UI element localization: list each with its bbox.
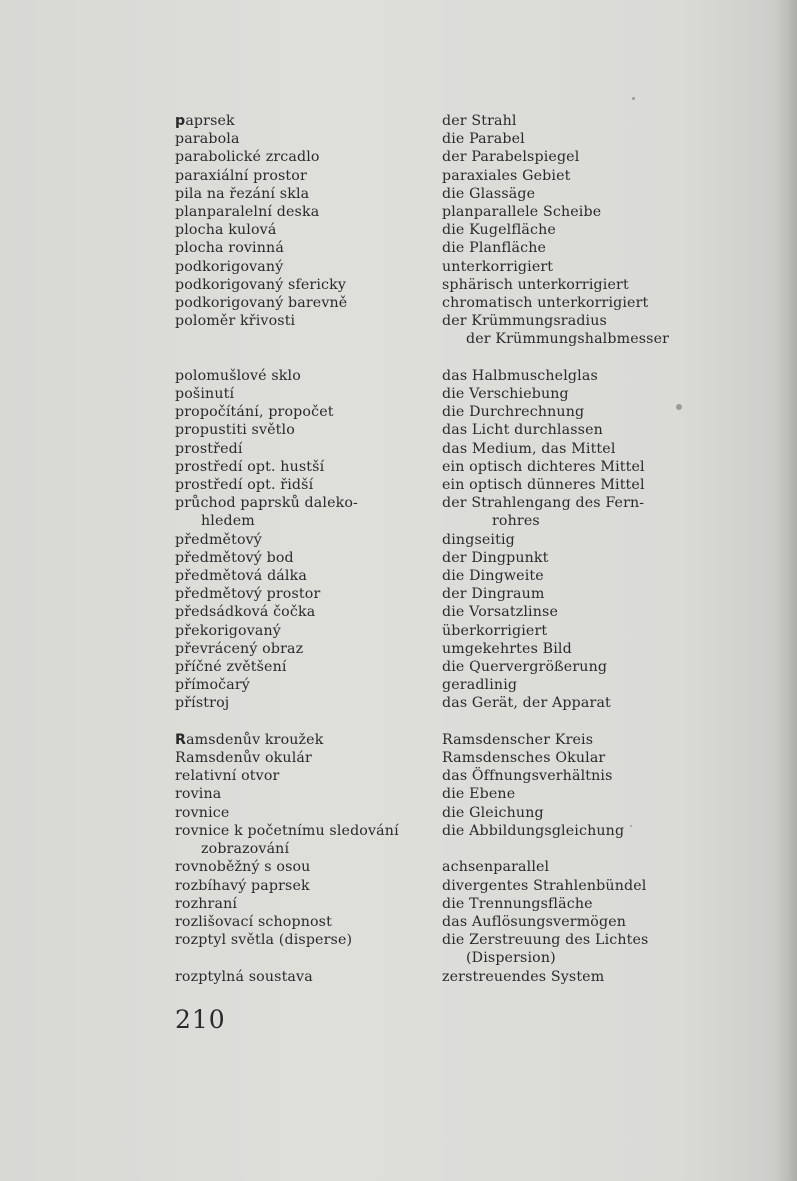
entry-row (175, 731, 715, 749)
entry-row-continuation (175, 840, 715, 858)
entry-row (175, 167, 715, 185)
entry-row (175, 476, 715, 494)
entry-row (175, 130, 715, 148)
entry-row (175, 148, 715, 166)
czech-term: prostředí opt. hustší (175, 458, 325, 475)
entry-row (175, 913, 715, 931)
german-term: sphärisch unterkorrigiert (442, 276, 629, 293)
entry-row (175, 567, 715, 585)
entry-row (175, 440, 715, 458)
entry-row (175, 367, 715, 385)
entry-row (175, 968, 715, 986)
czech-term: průchod paprsků daleko- (175, 495, 359, 512)
german-term: die Vorsatzlinse (442, 604, 558, 621)
entry-row (175, 603, 715, 621)
german-term: die Quervergrößerung (442, 659, 608, 676)
entry-row-continuation (175, 512, 715, 530)
entry-row (175, 258, 715, 276)
entry-row-continuation (175, 949, 715, 967)
czech-term: propočítání, propočet (175, 404, 334, 421)
entry-row (175, 749, 715, 767)
czech-term: plocha kulová (175, 222, 277, 239)
entry-row (175, 895, 715, 913)
german-term: (Dispersion) (466, 950, 556, 967)
entry-row (175, 239, 715, 257)
czech-term: předmětový bod (175, 549, 294, 566)
czech-term: poloměr křivosti (175, 313, 296, 330)
german-term: die Zerstreuung des Lichtes (442, 932, 649, 949)
german-term: die Trennungsfläche (442, 895, 593, 912)
german-term: die Planfläche (442, 240, 547, 257)
entry-row (175, 221, 715, 239)
czech-term: rozptyl světla (disperse) (175, 932, 353, 949)
german-term: planparallele Scheibe (442, 204, 602, 221)
german-term: ein optisch dichteres Mittel (442, 458, 645, 475)
german-term: die Dingweite (442, 568, 544, 585)
entry-row (175, 112, 715, 130)
czech-term (175, 330, 442, 348)
entry-row (175, 294, 715, 312)
entry-row (175, 785, 715, 803)
czech-term: překorigovaný (175, 622, 281, 639)
german-term: die Durchrechnung (442, 404, 585, 421)
czech-term: rovnice k početnímu sledování (175, 822, 399, 839)
czech-term: rozhraní (175, 895, 238, 912)
czech-term: hledem (201, 513, 255, 530)
german-term: ein optisch dünneres Mittel (442, 477, 645, 494)
entry-row (175, 494, 715, 512)
czech-term: pila na řezání skla (175, 185, 310, 202)
czech-term: rozbíhavý paprsek (175, 877, 310, 894)
german-term: umgekehrtes Bild (442, 640, 572, 657)
czech-term: příčné zvětšení (175, 659, 287, 676)
spacer (175, 713, 715, 731)
entry-row (175, 622, 715, 640)
german-term: unterkorrigiert (442, 258, 554, 275)
czech-term: rozlišovací schopnost (175, 913, 332, 930)
czech-term: parabolické zrcadlo (175, 149, 320, 166)
german-term: der Parabelspiegel (442, 149, 580, 166)
czech-term: převrácený obraz (175, 640, 304, 657)
entry-row (175, 694, 715, 712)
czech-term: předmětový prostor (175, 586, 321, 603)
czech-term: podkorigovaný sfericky (175, 276, 347, 293)
czech-term (175, 112, 442, 130)
czech-term: relativní otvor (175, 768, 280, 785)
czech-term: podkorigovaný (175, 258, 284, 275)
german-term: zerstreuendes System (442, 968, 605, 985)
german-term: die Verschiebung (442, 386, 569, 403)
czech-term: parabola (175, 131, 240, 148)
german-term: die Gleichung (442, 804, 544, 821)
german-term: divergentes Strahlenbündel (442, 877, 647, 894)
entry-row (175, 276, 715, 294)
czech-term: prostředí (175, 440, 243, 457)
german-term: das Auflösungsvermögen (442, 913, 627, 930)
czech-term-rest: aprsek (185, 113, 235, 129)
czech-term: prostředí opt. řidší (175, 477, 314, 494)
entry-row (175, 931, 715, 949)
german-term: die Abbildungsgleichung (442, 822, 625, 839)
entry-row (175, 185, 715, 203)
entry-row (175, 549, 715, 567)
section-initial: R (175, 731, 187, 748)
entry-row (175, 403, 715, 421)
entry-row (175, 312, 715, 330)
czech-term: rovnoběžný s osou (175, 859, 311, 876)
entry-row (175, 585, 715, 603)
entry-row (175, 203, 715, 221)
glossary (175, 112, 715, 986)
german-term: das Gerät, der Apparat (442, 695, 611, 712)
german-term: der Dingraum (442, 586, 545, 603)
german-term: chromatisch unterkorrigiert (442, 295, 649, 312)
page-edge-shadow (775, 0, 797, 1181)
entry-row (175, 531, 715, 549)
spacer (175, 349, 715, 367)
german-term: die Parabel (442, 131, 525, 148)
czech-term: Ramsdenův okulár (175, 750, 312, 767)
czech-term: předmětová dálka (175, 568, 307, 585)
czech-term: pošinutí (175, 386, 235, 403)
german-term: achsenparallel (442, 859, 550, 876)
entry-row (175, 458, 715, 476)
german-term: überkorrigiert (442, 622, 548, 639)
german-term: der Strahl (442, 113, 517, 129)
entry-row (175, 822, 715, 840)
czech-term: rozptylná soustava (175, 968, 313, 985)
german-term: der Strahlengang des Fern- (442, 495, 645, 512)
entry-row (175, 421, 715, 439)
german-term: die Glassäge (442, 185, 536, 202)
czech-term (175, 731, 442, 749)
czech-term: propustiti světlo (175, 422, 295, 439)
entry-row-continuation (175, 330, 715, 348)
german-term: der Dingpunkt (442, 549, 549, 566)
german-term: Ramsdensches Okular (442, 750, 606, 767)
german-term: Ramsdenscher Kreis (442, 731, 594, 748)
section-initial: p (175, 113, 186, 129)
german-term: die Ebene (442, 786, 516, 803)
german-term: rohres (492, 513, 540, 530)
german-term: die Kugelfläche (442, 222, 556, 239)
czech-term (175, 949, 442, 967)
czech-term: předmětový (175, 531, 262, 548)
czech-term: zobrazování (201, 841, 290, 858)
german-term: geradlinig (442, 677, 518, 694)
german-term: dingseitig (442, 531, 515, 548)
czech-term: polomušlové sklo (175, 367, 301, 384)
entry-row (175, 385, 715, 403)
entry-row (175, 676, 715, 694)
czech-term: přístroj (175, 695, 230, 712)
german-term: das Öffnungsverhältnis (442, 768, 613, 785)
entry-row (175, 804, 715, 822)
paper-speck (632, 97, 635, 100)
entry-row (175, 640, 715, 658)
german-term: das Halbmuschelglas (442, 367, 598, 384)
czech-term: planparalelní deska (175, 204, 320, 221)
czech-term: přímočarý (175, 677, 250, 694)
german-term: das Licht durchlassen (442, 422, 603, 439)
entry-row (175, 767, 715, 785)
czech-term: rovina (175, 786, 222, 803)
czech-term: podkorigovaný barevně (175, 295, 348, 312)
czech-term: plocha rovinná (175, 240, 284, 257)
entry-row (175, 858, 715, 876)
entry-row (175, 877, 715, 895)
czech-term: paraxiální prostor (175, 167, 307, 184)
czech-term-rest: amsdenův kroužek (186, 731, 324, 748)
czech-term: rovnice (175, 804, 230, 821)
german-term: der Krümmungsradius (442, 313, 607, 330)
german-term (468, 840, 715, 858)
czech-term: předsádková čočka (175, 604, 316, 621)
german-term: das Medium, das Mittel (442, 440, 616, 457)
entry-row (175, 658, 715, 676)
page-number: 210 (175, 1005, 226, 1034)
german-term: paraxiales Gebiet (442, 167, 571, 184)
german-term: der Krümmungshalbmesser (466, 331, 670, 348)
